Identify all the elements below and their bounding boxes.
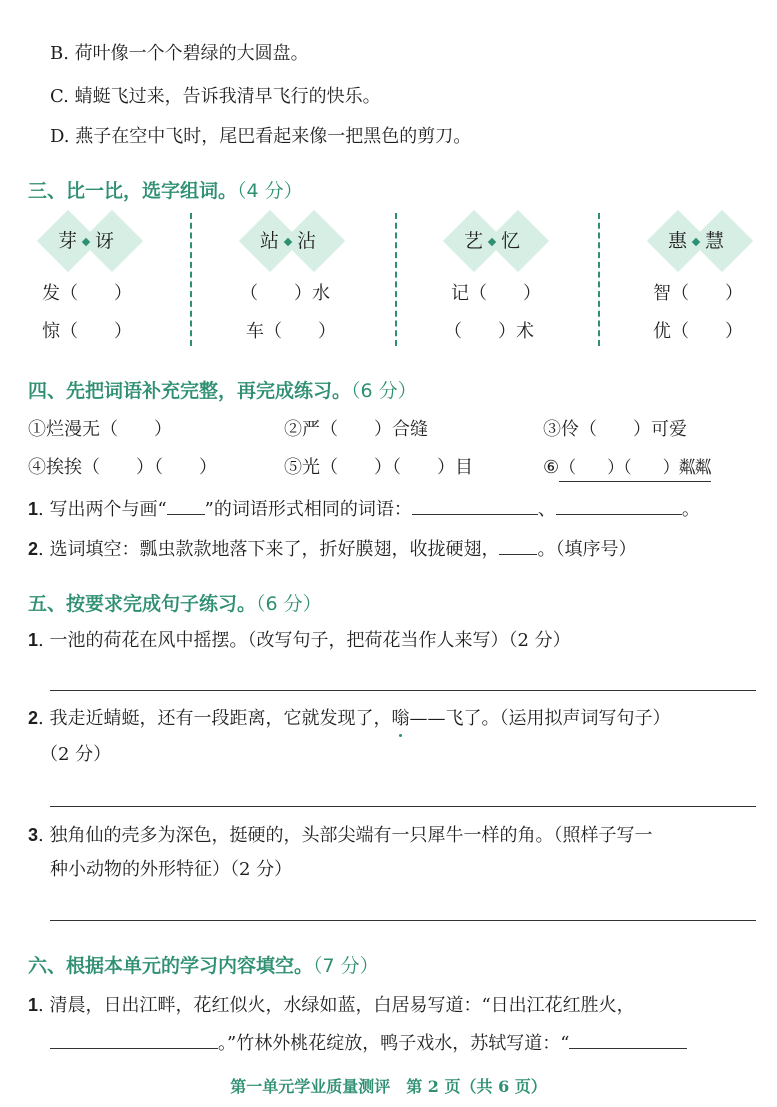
- section5-q2: [28, 705, 670, 732]
- section4-heading: [28, 378, 417, 404]
- char-b: 讶: [95, 230, 115, 252]
- char-pair-1: [58, 228, 114, 254]
- q-number: 2: [28, 708, 39, 728]
- group1-row1: 发（ ）: [42, 283, 132, 304]
- divider-1: [190, 213, 192, 346]
- section4-q1: [28, 496, 700, 523]
- section6-heading: [28, 953, 379, 979]
- divider-3: [598, 213, 600, 346]
- q2-text-post: ——飞了。（运用拟声词写句子）: [409, 708, 671, 729]
- char-b: 忆: [501, 230, 521, 252]
- section5-title: 五、按要求完成句子练习。: [28, 593, 257, 615]
- section6-q1: [28, 992, 635, 1019]
- char-a: 站: [260, 230, 280, 252]
- q1-text: . 清晨，日出江畔，花红似火，水绿如蓝，白居易写道：“日出江花红胜火，: [38, 995, 635, 1016]
- diamond-dot-icon: [284, 238, 292, 246]
- word-3: ③伶（ ）可爱: [543, 419, 687, 440]
- q-number: 1: [28, 630, 39, 650]
- answer-blank[interactable]: [412, 496, 538, 515]
- q2-text-pre: . 我走近蜻蜓，还有一段距离，它就发现了，: [38, 708, 392, 729]
- q1-end: 。: [681, 499, 700, 520]
- char-a: 惠: [668, 230, 688, 252]
- q1-sep: 、: [537, 499, 556, 520]
- char-a: 芽: [58, 230, 78, 252]
- divider-2: [395, 213, 397, 346]
- q1-cont-text: 。”竹林外桃花绽放，鸭子戏水，苏轼写道：“: [218, 1033, 570, 1054]
- answer-blank[interactable]: [50, 1030, 218, 1049]
- q2-text: . 选词填空：瓢虫款款地落下来了，折好膜翅，收拢硬翅，: [38, 539, 500, 560]
- answer-line[interactable]: [50, 806, 756, 807]
- group2-row1: （ ）水: [240, 283, 330, 304]
- diamond-dot-icon: [692, 238, 700, 246]
- q-number: 3: [28, 825, 39, 845]
- group4-row2: 优（ ）: [653, 321, 743, 342]
- section5-q1: [28, 627, 571, 654]
- q1-text-a: . 写出两个与画“: [38, 499, 167, 520]
- q2-end: 。（填序号）: [537, 539, 637, 560]
- word-5: ⑤光（ ）（ ）目: [284, 457, 473, 478]
- word-2: ②严（ ）合缝: [284, 419, 428, 440]
- section5-q3: [28, 822, 652, 849]
- diamond-dot-icon: [488, 238, 496, 246]
- word-6: [543, 455, 711, 482]
- answer-blank[interactable]: [556, 496, 682, 515]
- section5-score: （6 分）: [256, 593, 322, 615]
- option-b: B. 荷叶像一个个碧绿的大圆盘。: [50, 43, 309, 64]
- group3-row1: 记（ ）: [451, 283, 541, 304]
- char-b: 沾: [297, 230, 317, 252]
- word-4: ④挨挨（ ）（ ）: [28, 457, 217, 478]
- section4-q2: [28, 536, 636, 563]
- option-d: D. 燕子在空中飞时，尾巴看起来像一把黑色的剪刀。: [50, 126, 472, 147]
- example-blank: [167, 496, 205, 515]
- page-footer: 第一单元学业质量测评 第 2 页（共 6 页）: [230, 1077, 547, 1096]
- section6-q1-cont: [50, 1030, 687, 1057]
- section3-title: 三、比一比，选字组词。: [28, 180, 238, 202]
- group1-row2: 惊（ ）: [42, 321, 132, 342]
- section3-score: （4 分）: [237, 180, 303, 202]
- group3-row2: （ ）术: [444, 321, 534, 342]
- section4-title: 四、先把词语补充完整，再完成练习。: [28, 380, 352, 402]
- q1-text: . 一池的荷花在风中摇摆。（改写句子，把荷花当作人来写）（2 分）: [38, 630, 571, 651]
- diamond-dot-icon: [82, 238, 90, 246]
- q1-text-b: ”的词语形式相同的词语：: [204, 499, 412, 520]
- answer-line[interactable]: [50, 690, 756, 691]
- word-1: ①烂漫无（ ）: [28, 419, 172, 440]
- group4-row1: 智（ ）: [653, 283, 743, 304]
- q-number: 2: [28, 539, 39, 559]
- section5-heading: [28, 591, 322, 617]
- answer-blank[interactable]: [499, 536, 537, 555]
- answer-line[interactable]: [50, 920, 756, 921]
- char-pair-4: [668, 228, 724, 254]
- char-b: 慧: [705, 230, 725, 252]
- word-6-text: （ ）（ ）粼粼: [559, 455, 711, 482]
- char-pair-2: [260, 228, 316, 254]
- char-a: 艺: [464, 230, 484, 252]
- section5-q2-score: （2 分）: [40, 744, 112, 765]
- section5-q3-cont: 种小动物的外形特征）（2 分）: [50, 859, 293, 880]
- section4-score: （6 分）: [351, 380, 417, 402]
- section6-title: 六、根据本单元的学习内容填空。: [28, 955, 314, 977]
- emphasized-word: 嗡: [391, 708, 410, 729]
- section6-score: （7 分）: [313, 955, 379, 977]
- word-6-index: ⑥: [543, 457, 560, 478]
- q-number: 1: [28, 995, 39, 1015]
- answer-blank[interactable]: [569, 1030, 687, 1049]
- group2-row2: 车（ ）: [246, 321, 336, 342]
- section3-heading: [28, 178, 303, 204]
- char-pair-3: [464, 228, 520, 254]
- q3-text: . 独角仙的壳多为深色，挺硬的，头部尖端有一只犀牛一样的角。（照样子写一: [38, 825, 653, 846]
- q-number: 1: [28, 499, 39, 519]
- option-c: C. 蜻蜓飞过来，告诉我清早飞行的快乐。: [50, 86, 381, 107]
